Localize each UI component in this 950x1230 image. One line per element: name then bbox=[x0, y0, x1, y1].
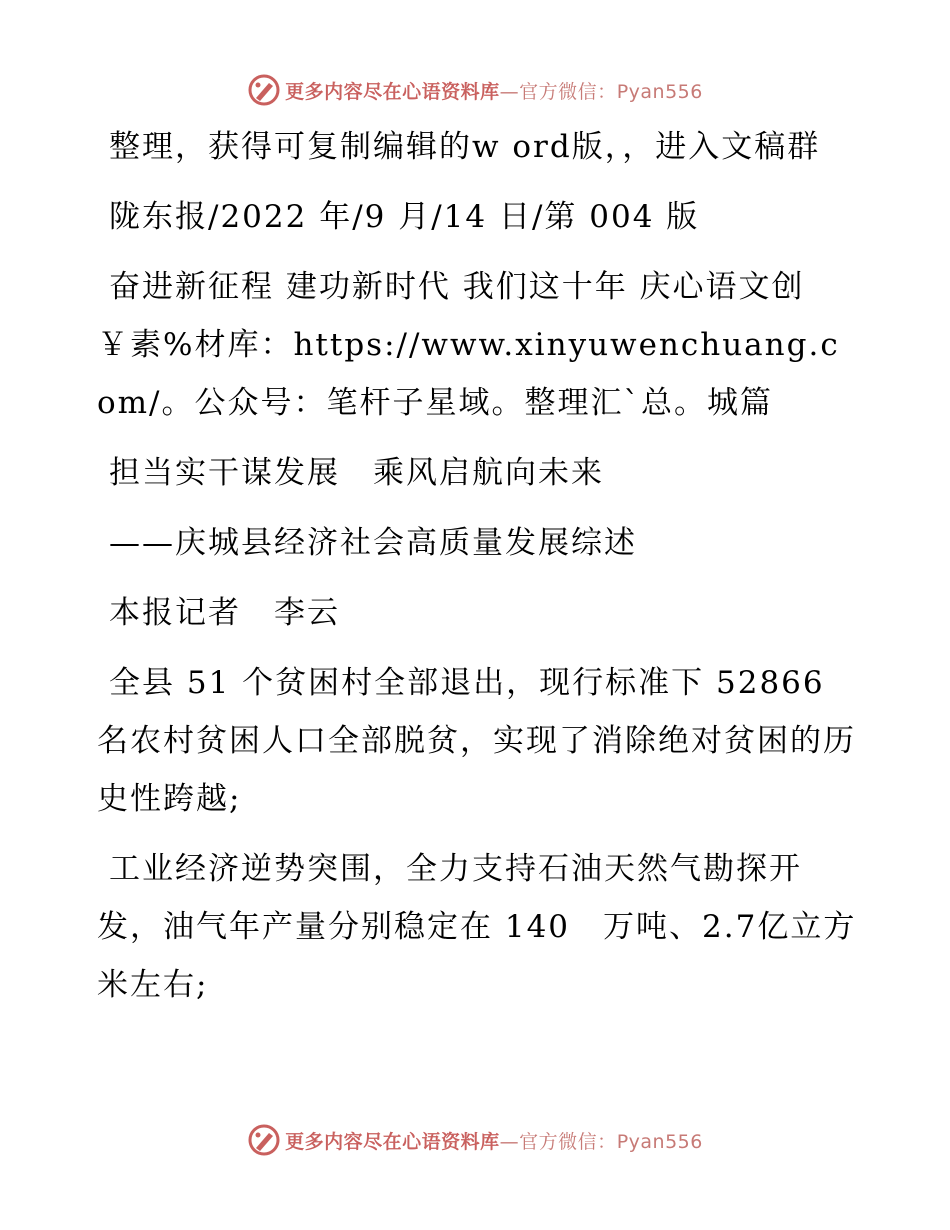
header-watermark bbox=[0, 70, 950, 110]
pen-logo-icon bbox=[247, 73, 281, 107]
watermark-text: 更多内容尽在心语资料库—官方微信：Pyan556 bbox=[285, 80, 703, 103]
pen-logo-icon bbox=[247, 1123, 281, 1157]
paragraph-poverty: 全县 51 个贫困村全部退出，现行标准下 52866 名农村贫困人口全部脱贫，实现了消除绝对贫困的历史性跨越; bbox=[97, 665, 856, 817]
article-byline: 本报记者 李云 bbox=[109, 595, 340, 631]
paragraph-industry: 工业经济逆势突围，全力支持石油天然气勘探开发，油气年产量分别稳定在 140 万吨、2.7亿立方米左右; bbox=[97, 851, 857, 1003]
document-body bbox=[97, 118, 857, 1026]
paragraph-intro: 整理，获得可复制编辑的w ord版，，进入文稿群 bbox=[109, 129, 821, 165]
footer-watermark bbox=[0, 1120, 950, 1160]
article-title: 担当实干谋发展 乘风启航向未来 bbox=[109, 455, 604, 491]
article-subtitle: ——庆城县经济社会高质量发展综述 bbox=[109, 525, 637, 561]
paragraph-column: 奋进新征程 建功新时代 我们这十年 庆心语文创￥素%材库：https://www.xinyuwenchuang.com/。公众号：笔杆子星域。整理汇`总。城篇 bbox=[97, 269, 840, 421]
paragraph-source: 陇东报/2022 年/9 月/14 日/第 004 版 bbox=[109, 199, 700, 235]
watermark-text: 更多内容尽在心语资料库—官方微信：Pyan556 bbox=[285, 1130, 703, 1153]
